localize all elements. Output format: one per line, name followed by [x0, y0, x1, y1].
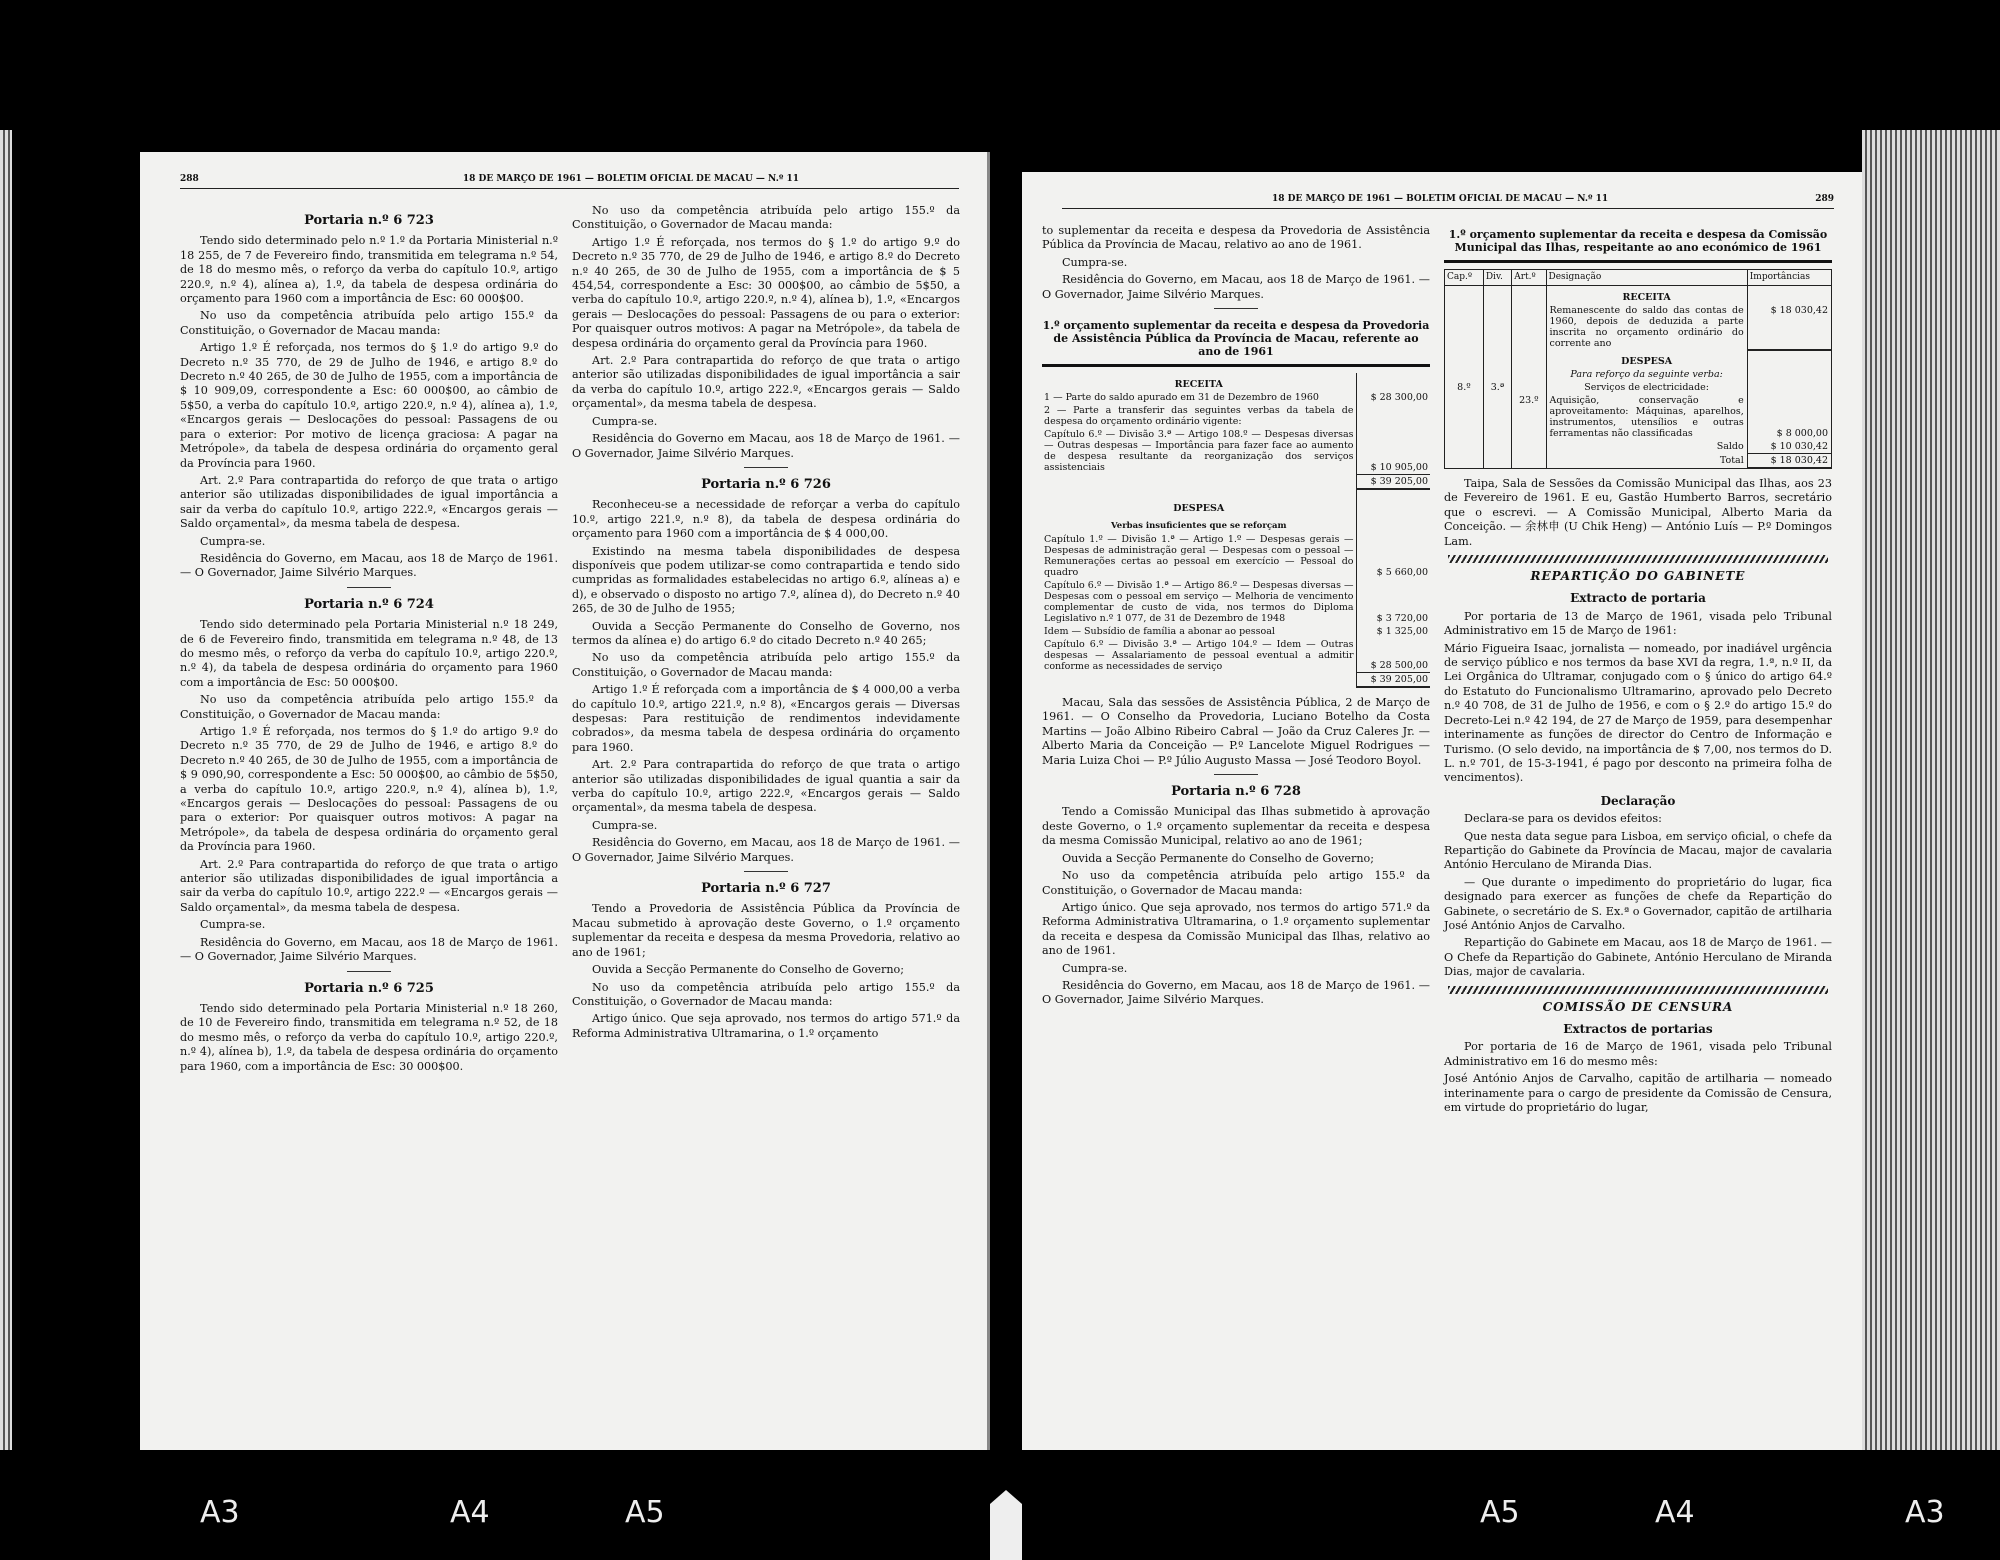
paragraph: Art. 2.º Para contrapartida do reforço de que trata o artigo anterior são utilizadas disponibilidades de igual importância a sair da verba do capítulo 10.º, artigo 222.º, «Encargos gerais — Saldo orçamental», da mesma tabela de despesa. [180, 473, 558, 531]
table-row: Remanescente do saldo das contas de 1960, depois de deduzida a parte inscrita no orçamento ordinário do corrente ano $ 18 030,42 [1445, 304, 1832, 350]
table-row: Capítulo 6.º — Divisão 1.ª — Artigo 86.º — Despesas diversas — Despesas com o pessoal em serviço — Melhoria de vencimento complementar de custo de vida, nos termos do Diploma Legislativo n.º 1 077, de 31 de Dezembro de 1948 $ 3 720,00 [1044, 579, 1428, 624]
column-header: Importâncias [1747, 270, 1831, 286]
paragraph: Artigo 1.º É reforçada, nos termos do § 1.º do artigo 9.º do Decreto n.º 35 770, de 29 de Julho de 1946, e artigo 8.º do Decreto n.º 40 265, de 30 de Julho de 1955, com a importância de $ 10 909,09, correspondente a Esc: 60 000$00, ao câmbio de 5$50, a verba do capítulo 10.º, artigo 220.º, n.º 4), alínea a), 1.º, «Encargos gerais — Deslocações do pessoal: Passagens de ou para o exterior: Por motivo de licença graciosa: A pagar na Metrópole», da tabela de despesa ordinária do orçamento geral da Província para 1960. [180, 341, 558, 470]
tab-label: A3 [1905, 1495, 1945, 1530]
paragraph: Ouvida a Secção Permanente do Conselho de Governo; [1062, 851, 1375, 865]
paragraph: No uso da competência atribuída pelo artigo 155.º da Constituição, o Governador de Macau manda: [572, 980, 960, 1008]
left-column-1 [180, 204, 558, 1077]
budget-title: 1.º orçamento suplementar da receita e despesa da Provedoria de Assistência Pública da Província de Macau, referente ao ano de 1961 [1042, 319, 1430, 359]
tab-label: A3 [200, 1495, 240, 1530]
section-heading: COMISSÃO DE CENSURA [1542, 999, 1734, 1014]
signature-line: Residência do Governo, em Macau, aos 18 de Março de 1961. — O Governador, Jaime Silvério Marques. [1042, 273, 1430, 301]
receita-label: RECEITA [1174, 379, 1223, 391]
tab-a5-right [1480, 1495, 1520, 1530]
portaria-title: Portaria n.º 6 724 [304, 596, 434, 612]
page-stack-right [1862, 130, 2000, 1450]
signature-line: Taipa, Sala de Sessões da Comissão Municipal das Ilhas, aos 23 de Fevereiro de 1961. E eu, Gastão Humberto Barros, secretário que o escrevi. — A Comissão Municipal, Alberto Maria da Conceição. — 余林申 (U Chik Heng) — António Luís — P.º Domingos Lam. [1444, 477, 1832, 548]
page-number: 288 [180, 174, 199, 184]
paragraph: Artigo 1.º É reforçada com a importância de $ 4 000,00 a verba do capítulo 10.º, artigo 221.º, n.º 8), «Encargos gerais — Diversas despesas: Para restituição de rendimentos indevidamente cobrados», da mesma tabela de despesa ordinária do orçamento para 1960. [572, 683, 960, 754]
table-row: 1 — Parte do saldo apurado em 31 de Dezembro de 1960 $ 28 300,00 [1044, 392, 1428, 404]
paragraph: No uso da competência atribuída pelo artigo 155.º da Constituição, o Governador de Macau manda: [572, 204, 960, 232]
despesa-group: Serviços de electricidade: [1546, 381, 1747, 394]
despesa-subtitle: Verbas insuficientes que se reforçam [1110, 520, 1287, 531]
paragraph: Artigo 1.º É reforçada, nos termos do § 1.º do artigo 9.º do Decreto n.º 35 770, de 29 de Julho de 1946, e artigo 8.º do Decreto n.º 40 265, de 30 de Julho de 1955, com a importância de $ 5 454,54, correspondente a Esc: 30 000$00, ao câmbio de 5$50, a verba do capítulo 10.º, artigo 220.º, n.º 4), alínea b), 1.º, «Encargos gerais — Deslocações do pessoal: Passagens de ou para o exterior: Por quaisquer outros motivos: A pagar na Metrópole», da tabela de despesa ordinária do orçamento geral da Província para 1960. [572, 235, 960, 350]
signature-line: Residência do Governo, em Macau, aos 18 de Março de 1961. — O Governador, Jaime Silvério Marques. [180, 935, 558, 964]
paragraph: Por portaria de 13 de Março de 1961, visada pelo Tribunal Administrativo em 15 de Março de 1961: [1444, 609, 1832, 638]
column-header: Designação [1546, 270, 1747, 286]
paragraph: Artigo único. Que seja aprovado, nos termos do artigo 571.º da Reforma Administrativa Ultramarina, o 1.º orçamento [572, 1012, 960, 1040]
signature-line: Repartição do Gabinete em Macau, aos 18 de Março de 1961. — O Chefe da Repartição do Gabinete, António Herculano de Miranda Dias, major de cavalaria. [1444, 936, 1832, 979]
tab-a4-left [450, 1495, 490, 1530]
portaria-title: Portaria n.º 6 725 [304, 980, 434, 996]
despesa-subtitle: Para reforço da seguinte verba: [1546, 368, 1747, 381]
right-page-header [1062, 194, 1834, 209]
paragraph: Que nesta data segue para Lisboa, em serviço oficial, o chefe da Repartição do Gabinete da Província de Macau, major de cavalaria António Herculano de Miranda Dias. [1444, 829, 1832, 872]
table-row: Saldo $ 10 030,42 [1445, 440, 1832, 454]
cumpra-se: Cumpra-se. [592, 414, 658, 428]
total-row: $ 39 205,00 [1042, 474, 1430, 489]
paragraph: Tendo a Provedoria de Assistência Pública da Província de Macau submetido à aprovação deste Governo, o 1.º orçamento suplementar da receita e despesa da mesma Provedoria, relativo ao ano de 1961; [572, 902, 960, 959]
separator [1214, 308, 1258, 309]
paragraph: Art. 2.º Para contrapartida do reforço de que trata o artigo anterior são utilizadas disponibilidades de igual importância a sair da verba do capítulo 10.º, artigo 222.º, «Encargos gerais — Saldo orçamental», da mesma tabela de despesa. [572, 354, 960, 411]
column-header: Cap.º [1445, 270, 1484, 286]
paragraph: No uso da competência atribuída pelo artigo 155.º da Constituição, o Governador de Macau manda: [1042, 869, 1430, 897]
paragraph: Por portaria de 16 de Março de 1961, visada pelo Tribunal Administrativo em 16 do mesmo mês: [1444, 1040, 1832, 1068]
paragraph: No uso da competência atribuída pelo artigo 155.º da Constituição, o Governador de Macau manda: [572, 651, 960, 679]
paragraph: Tendo sido determinado pela Portaria Ministerial n.º 18 249, de 6 de Fevereiro findo, transmitida em telegrama n.º 48, de 13 do mesmo mês, o reforço da verba do capítulo 10.º, artigo 220.º, n.º 4), da tabela de despesa ordinária do orçamento para 1960 com a importância de Esc: 50 000$00. [180, 618, 558, 689]
separator [347, 971, 391, 972]
paragraph: Existindo na mesma tabela disponibilidades de despesa disponíveis que podem utilizar-se como contrapartida e tendo sido cumpridas as formalidades estabelecidas no artigo 6.º, alíneas a) e d), e observado o disposto no artigo 7.º, alínea d), do Decreto n.º 40 265, de 30 de Julho de 1955; [572, 544, 960, 616]
section-title: Declaração [1600, 793, 1676, 808]
paragraph: Tendo sido determinado pelo n.º 1.º da Portaria Ministerial n.º 18 255, de 7 de Fevereiro findo, transmitida em telegrama n.º 54, de 18 do mesmo mês, o reforço da verba do capítulo 10.º, artigo 220.º, n.º 4), alínea a), 1.º, da tabela de despesa ordinária do orçamento para 1960 com a importância de Esc: 60 000$00. [180, 234, 558, 306]
cumpra-se: Cumpra-se. [200, 918, 266, 932]
column-header: Art.º [1512, 270, 1546, 286]
cumpra-se: Cumpra-se. [592, 818, 658, 832]
table-row: Idem — Subsídio de família a abonar ao pessoal $ 1 325,00 [1044, 625, 1428, 637]
paragraph: Declara-se para os devidos efeitos: [1464, 812, 1662, 826]
paragraph: Artigo 1.º É reforçada, nos termos do § 1.º do artigo 9.º do Decreto n.º 35 770, de 29 de Julho de 1946, e artigo 8.º do Decreto n.º 40 265, de 30 de Julho de 1955, com a importância de $ 9 090,90, correspondente a Esc: 50 000$00, ao câmbio de 5$50, a verba do capítulo 10.º, artigo 220.º, n.º 4), alínea b), 1.º, «Encargos gerais — Deslocações do pessoal: Passagens de ou para o exterior: Por quaisquer outros motivos: A pagar na Metrópole», da tabela de despesa ordinária do orçamento geral da Província para 1960. [180, 725, 558, 854]
column-header: Div. [1483, 270, 1511, 286]
cumpra-se: Cumpra-se. [1062, 255, 1128, 269]
despesa-label: DESPESA [1546, 350, 1747, 368]
tab-a3-left [200, 1495, 240, 1530]
portaria-title: Portaria n.º 6 728 [1171, 784, 1301, 800]
table-row: Capítulo 6.º — Divisão 3.ª — Artigo 104.º — Idem — Outras despesas — Assalariamento de pessoal eventual a admitir conforme as necessidades de serviço $ 28 500,00 [1044, 638, 1428, 672]
separator [1214, 774, 1258, 775]
tab-label: A4 [450, 1495, 490, 1530]
right-page [1022, 172, 1862, 1450]
portaria-title: Portaria n.º 6 726 [701, 476, 831, 492]
tab-label: A4 [1655, 1495, 1695, 1530]
signature-line: Residência do Governo, em Macau, aos 18 de Março de 1961. — O Governador, Jaime Silvério Marques. [1042, 978, 1430, 1007]
paragraph: Art. 2.º Para contrapartida do reforço de que trata o artigo anterior são utilizadas disponibilidades de igual importância a sair da verba do capítulo 10.º, artigo 222.º — «Encargos gerais — Saldo orçamental», da mesma tabela de despesa. [180, 857, 558, 914]
ornamental-rule [1448, 986, 1828, 994]
signature-line: Residência do Governo, em Macau, aos 18 de Março de 1961. — O Governador, Jaime Silvério Marques. [572, 836, 960, 864]
paragraph: Art. 2.º Para contrapartida do reforço de que trata o artigo anterior são utilizadas disponibilidades de igual quantia a sair da verba do capítulo 10.º, artigo 222.º, «Encargos gerais — Saldo orçamental», da mesma tabela de despesa. [572, 758, 960, 815]
tab-a4-right [1655, 1495, 1695, 1530]
table-row: 2 — Parte a transferir das seguintes verbas da tabela de despesa do orçamento ordinário vigente: [1042, 404, 1430, 428]
left-column-2 [572, 204, 960, 1044]
page-number: 289 [1815, 194, 1834, 204]
paragraph: Tendo a Comissão Municipal das Ilhas submetido à aprovação deste Governo, o 1.º orçamento suplementar da receita e despesa da mesma Comissão Municipal, relativo ao ano de 1961; [1042, 805, 1430, 848]
ornamental-rule [1448, 555, 1828, 563]
cumpra-se: Cumpra-se. [1062, 961, 1128, 975]
tab-a5-left [625, 1495, 665, 1530]
paragraph: Reconheceu-se a necessidade de reforçar a verba do capítulo 10.º, artigo 221.º, n.º 8), da tabela de despesa ordinária do orçamento para 1960 com a importância de $ 4 000,00. [572, 498, 960, 541]
paragraph: Artigo único. Que seja aprovado, nos termos do artigo 571.º da Reforma Administrativa Ultramarina, o 1.º orçamento suplementar da receita e despesa da Comissão Municipal das Ilhas, relativo ao ano de 1961. [1042, 900, 1430, 958]
paragraph: José António Anjos de Carvalho, capitão de artilharia — nomeado interinamente para o cargo de presidente da Comissão de Censura, em virtude do proprietário do lugar, [1444, 1072, 1832, 1115]
tab-label: A5 [625, 1495, 665, 1530]
table-row: 23.º Aquisição, conservação e aproveitamento: Máquinas, aparelhos, instrumentos, utensílios e outras ferramentas não classificadas $ 8 000,00 [1445, 394, 1832, 440]
budget-title: 1.º orçamento suplementar da receita e despesa da Comissão Municipal das Ilhas, respeitante ao ano económico de 1961 [1448, 228, 1828, 254]
running-header: 18 DE MARÇO DE 1961 — BOLETIM OFICIAL DE MACAU — N.º 11 [462, 174, 799, 184]
budget-table: Cap.º Div. Art.º Designação Importâncias RECEITA Remanescente do saldo das contas de 1960, depois de deduzida a parte inscrita no orçamento ordinário do corrente ano $ 18 030,42 DESPESA Para reforço da seguinte verba: 8.º 3.ª Serviços de electricidade: 23.º Aquisição, conservação e aproveitamento: Máquinas, aparelhos, instrumentos, utensílios e outras ferramentas não classificadas $ 8 000,00 Saldo $ 10 030,42 Total $ 18 030,42 [1444, 269, 1832, 469]
table-row: Capítulo 1.º — Divisão 1.ª — Artigo 1.º — Despesas gerais — Despesas de administração geral — Despesas com o pessoal — Remunerações certas ao pessoal em exercício — Pessoal do quadro $ 5 660,00 [1044, 533, 1428, 578]
paragraph: No uso da competência atribuída pelo artigo 155.º da Constituição, o Governador de Macau manda: [180, 693, 558, 721]
section-heading: REPARTIÇÃO DO GABINETE [1530, 569, 1746, 584]
page-stack-left [0, 130, 12, 1450]
separator [347, 587, 391, 588]
portaria-title: Portaria n.º 6 723 [304, 213, 434, 228]
total-row: Total $ 18 030,42 [1445, 454, 1832, 469]
thick-rule [1042, 364, 1430, 367]
total-row: $ 39 205,00 [1042, 673, 1430, 688]
paragraph: — Que durante o impedimento do proprietário do lugar, fica designado para exercer as funções de chefe da Repartição do Gabinete, o secretário de S. Ex.ª o Governador, capitão de artilharia José António Anjos de Carvalho. [1444, 875, 1832, 932]
right-column-1 [1042, 224, 1430, 1011]
tab-label: A5 [1480, 1495, 1520, 1530]
separator [744, 467, 788, 468]
paragraph: Tendo sido determinado pela Portaria Ministerial n.º 18 260, de 10 de Fevereiro findo, transmitida em telegrama n.º 52, de 18 do mesmo mês, o reforço da verba do capítulo 10.º, artigo 220.º, n.º 4), alínea b), 1.º, da tabela de despesa ordinária do orçamento para 1960, com a importância de Esc: 30 000$00. [180, 1001, 558, 1073]
section-title: Extractos de portarias [1563, 1022, 1713, 1036]
paragraph: Ouvida a Secção Permanente do Conselho de Governo; [592, 963, 905, 977]
paragraph: Ouvida a Secção Permanente do Conselho de Governo, nos termos da alínea e) do artigo 6.º do citado Decreto n.º 40 265; [572, 619, 960, 647]
portaria-title: Portaria n.º 6 727 [701, 881, 831, 897]
paragraph: to suplementar da receita e despesa da Provedoria de Assistência Pública da Província de Macau, relativo ao ano de 1961. [1042, 224, 1430, 252]
left-page-header [180, 174, 959, 189]
right-column-2 [1444, 224, 1832, 1118]
thick-rule [1444, 260, 1832, 263]
separator [744, 871, 788, 872]
paragraph: No uso da competência atribuída pelo artigo 155.º da Constituição, o Governador de Macau manda: [180, 309, 558, 337]
despesa-label: DESPESA [1173, 502, 1225, 514]
budget-table [1042, 373, 1430, 688]
book-spine [990, 1490, 1022, 1560]
paragraph: Mário Figueira Isaac, jornalista — nomeado, por inadiável urgência de serviço público e nos termos da base XVI da regra, 1.ª, n.º II, da Lei Orgânica do Ultramar, conjugado com o § único do artigo 64.º do Estatuto do Funcionalismo Ultramarino, aprovado pelo Decreto n.º 40 708, de 31 de Julho de 1956, e com o § 2.º do artigo 15.º do Decreto-Lei n.º 42 194, de 27 de Março de 1959, para desempenhar interinamente as funções de director do Centro de Informação e Turismo. (O selo devido, na importância de $ 7,00, nos termos do D. L. n.º 701, de 15-3-1941, é pago por desconto na primeira folha de vencimentos). [1444, 641, 1832, 785]
signature-line: Residência do Governo, em Macau, aos 18 de Março de 1961. — O Governador, Jaime Silvério Marques. [180, 551, 558, 580]
tab-a3-right [1905, 1495, 1945, 1530]
receita-label: RECEITA [1546, 286, 1747, 305]
section-title: Extracto de portaria [1570, 591, 1706, 606]
cumpra-se: Cumpra-se. [200, 534, 266, 548]
table-row: Capítulo 6.º — Divisão 3.ª — Artigo 108.º — Despesas diversas — Outras despesas — Importância para fazer face ao aumento de despesa resultante da reorganização dos serviços assistenciais $ 10 905,00 [1044, 429, 1428, 474]
signature-line: Residência do Governo em Macau, aos 18 de Março de 1961. — O Governador, Jaime Silvério Marques. [572, 432, 960, 460]
table-header-row [1445, 270, 1832, 286]
running-header: 18 DE MARÇO DE 1961 — BOLETIM OFICIAL DE MACAU — N.º 11 [1272, 194, 1609, 204]
signature-line: Macau, Sala das sessões de Assistência Pública, 2 de Março de 1961. — O Conselho da Provedoria, Luciano Botelho da Costa Martins — João Albino Ribeiro Cabral — João da Cruz Caleres Jr. — Alberto Maria da Conceição — P.º Lancelote Miguel Rodrigues — Maria Luiza Choi — P.º Júlio Augusto Massa — José Teodoro Boyol. [1042, 696, 1430, 767]
left-page [140, 152, 990, 1450]
